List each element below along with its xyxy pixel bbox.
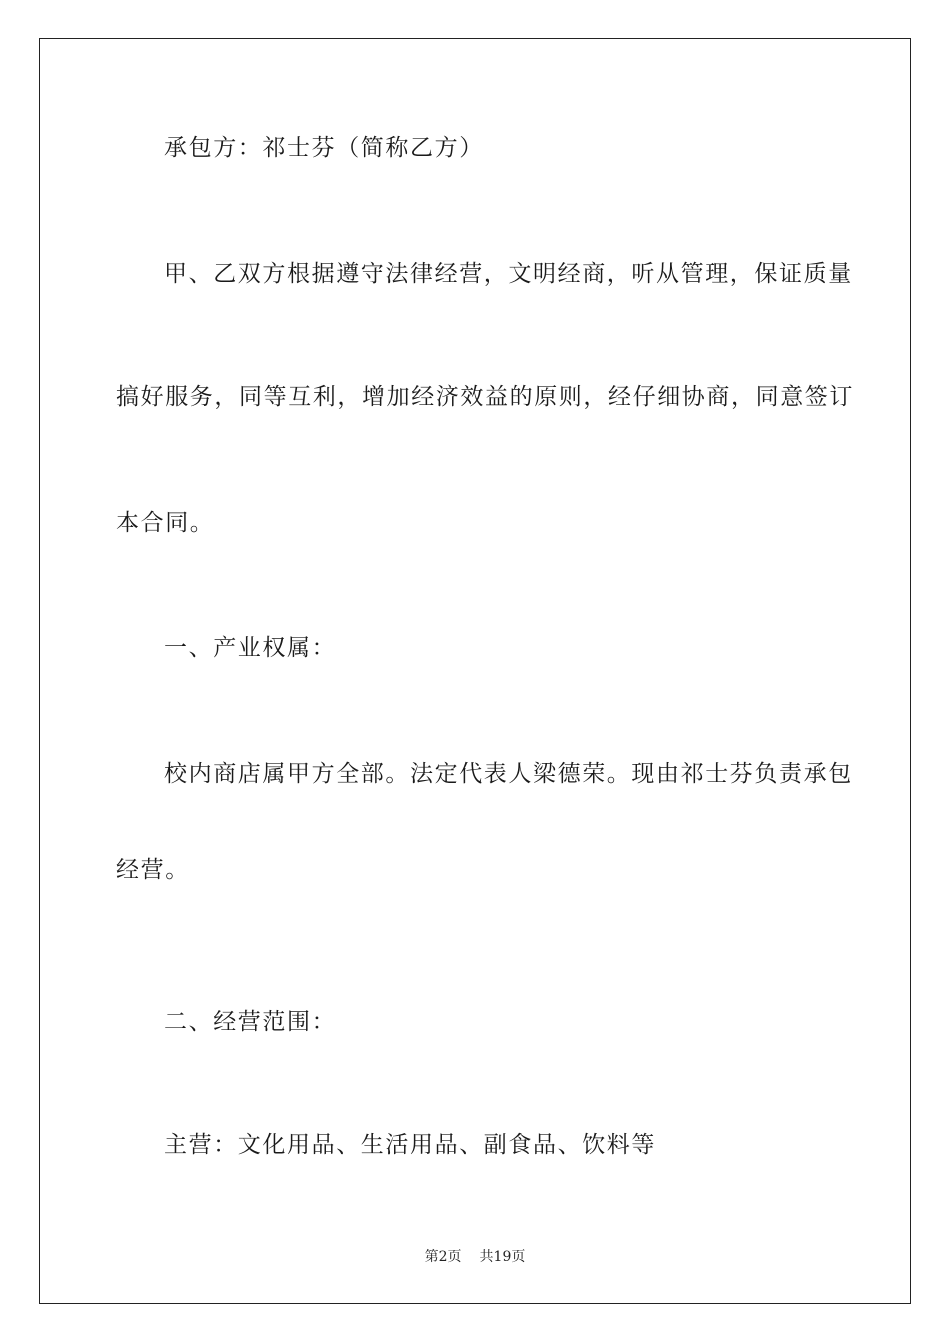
section-heading-ownership: 一、产业权属： [164, 635, 337, 661]
page-footer [0, 1246, 950, 1266]
paragraph-line: 校内商店属甲方全部。法定代表人梁德荣。现由祁士芬负责承包 [164, 761, 853, 787]
paragraph-line: 搞好服务，同等互利，增加经济效益的原则，经仔细协商，同意签订 [116, 384, 854, 410]
paragraph-line: 主营：文化用品、生活用品、副食品、饮料等 [164, 1132, 656, 1158]
section-heading-scope: 二、经营范围： [164, 1009, 337, 1035]
paragraph-line: 甲、乙双方根据遵守法律经营，文明经商，听从管理，保证质量 [164, 261, 853, 287]
contractor-line: 承包方：祁士芬（简称乙方） [164, 135, 484, 161]
page-border [39, 38, 911, 1304]
paragraph-line: 本合同。 [116, 510, 215, 536]
page-number: 第2页 [424, 1249, 462, 1265]
total-pages: 共19页 [479, 1249, 526, 1265]
paragraph-line: 经营。 [116, 857, 190, 883]
